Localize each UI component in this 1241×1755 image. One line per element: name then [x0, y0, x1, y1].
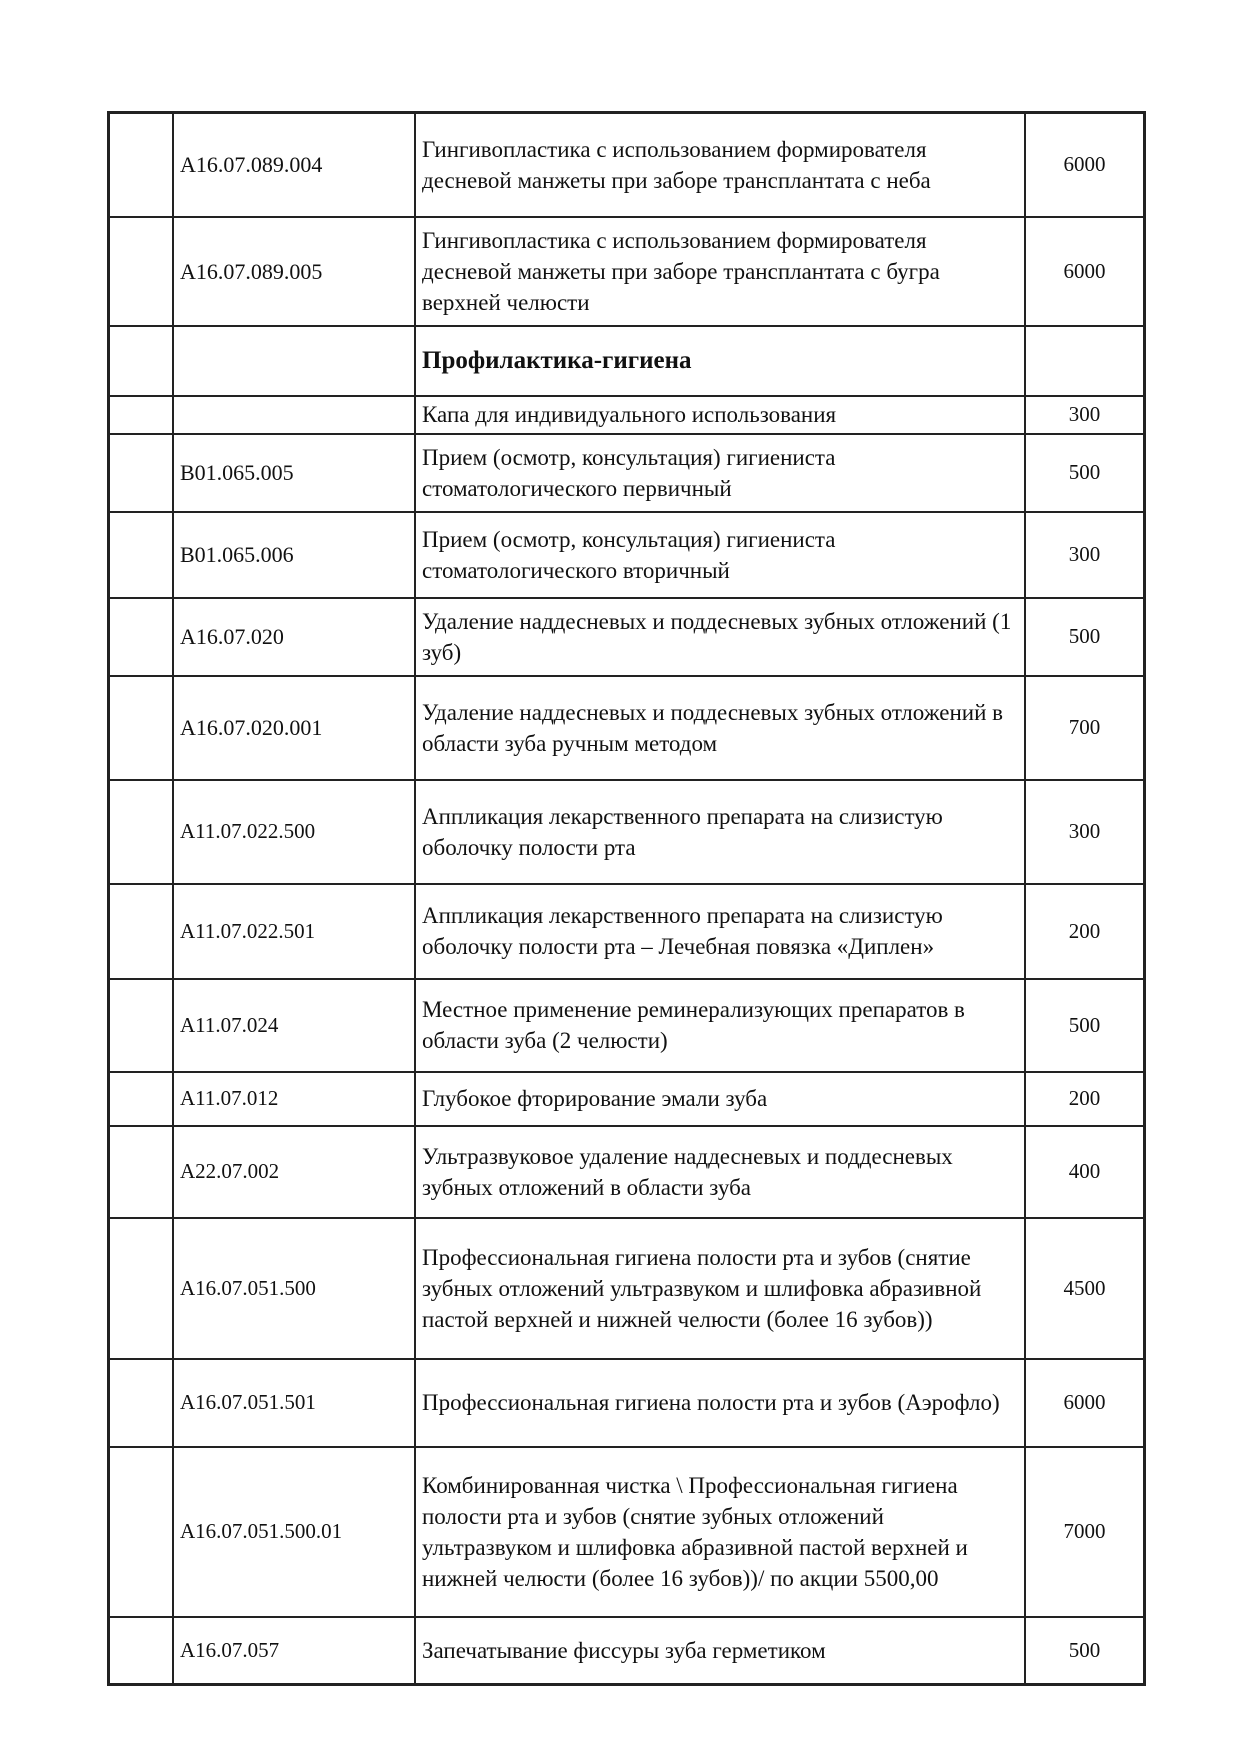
service-code: A16.07.051.500 [173, 1218, 415, 1359]
service-price: 6000 [1025, 1359, 1145, 1447]
table-row [109, 780, 1145, 884]
service-code: A16.07.089.005 [173, 217, 415, 326]
service-price: 400 [1025, 1126, 1145, 1218]
table-row [109, 512, 1145, 598]
table-row [109, 113, 1145, 217]
service-code: A11.07.022.501 [173, 884, 415, 979]
service-name: Удаление наддесневых и поддесневых зубных отложений в области зуба ручным методом [415, 676, 1025, 780]
service-code: A16.07.051.500.01 [173, 1447, 415, 1617]
service-code: A16.07.057 [173, 1617, 415, 1685]
service-name: Прием (осмотр, консультация) гигиениста стоматологического первичный [415, 434, 1025, 512]
service-code: A16.07.020.001 [173, 676, 415, 780]
table-row [109, 396, 1145, 434]
service-price: 200 [1025, 884, 1145, 979]
row-number-cell [109, 326, 174, 396]
table-row [109, 217, 1145, 326]
service-code: A11.07.022.500 [173, 780, 415, 884]
service-price: 500 [1025, 598, 1145, 676]
row-number-cell [109, 884, 174, 979]
service-code [173, 326, 415, 396]
row-number-cell [109, 1447, 174, 1617]
table-row [109, 1126, 1145, 1218]
service-code: A22.07.002 [173, 1126, 415, 1218]
service-price: 500 [1025, 434, 1145, 512]
table-row [109, 1218, 1145, 1359]
service-code: B01.065.005 [173, 434, 415, 512]
service-name: Местное применение реминерализующих препаратов в области зуба (2 челюсти) [415, 979, 1025, 1072]
row-number-cell [109, 1617, 174, 1685]
service-price: 500 [1025, 979, 1145, 1072]
row-number-cell [109, 979, 174, 1072]
service-name: Удаление наддесневых и поддесневых зубных отложений (1 зуб) [415, 598, 1025, 676]
service-name: Капа для индивидуального использования [415, 396, 1025, 434]
service-price [1025, 326, 1145, 396]
service-name: Аппликация лекарственного препарата на слизистую оболочку полости рта – Лечебная повязка «Диплен» [415, 884, 1025, 979]
service-price: 6000 [1025, 113, 1145, 217]
service-price: 4500 [1025, 1218, 1145, 1359]
row-number-cell [109, 113, 174, 217]
row-number-cell [109, 1218, 174, 1359]
price-table [107, 111, 1146, 1686]
section-header-row [109, 326, 1145, 396]
service-price: 300 [1025, 780, 1145, 884]
table-row [109, 979, 1145, 1072]
service-code [173, 396, 415, 434]
service-name: Ультразвуковое удаление наддесневых и поддесневых зубных отложений в области зуба [415, 1126, 1025, 1218]
table-row [109, 434, 1145, 512]
table-row [109, 598, 1145, 676]
table-row [109, 676, 1145, 780]
row-number-cell [109, 217, 174, 326]
row-number-cell [109, 434, 174, 512]
table-row [109, 884, 1145, 979]
row-number-cell [109, 780, 174, 884]
service-code: A11.07.012 [173, 1072, 415, 1126]
row-number-cell [109, 1359, 174, 1447]
row-number-cell [109, 512, 174, 598]
service-price: 6000 [1025, 217, 1145, 326]
row-number-cell [109, 1072, 174, 1126]
service-name: Гингивопластика с использованием формирователя десневой манжеты при заборе трансплантата с неба [415, 113, 1025, 217]
service-name: Прием (осмотр, консультация) гигиениста стоматологического вторичный [415, 512, 1025, 598]
service-code: A16.07.020 [173, 598, 415, 676]
service-name: Комбинированная чистка \ Профессиональная гигиена полости рта и зубов (снятие зубных отложений ультразвуком и шлифовка абразивной пастой верхней и нижней челюсти (более 16 зубов))/ по акции 5500,00 [415, 1447, 1025, 1617]
row-number-cell [109, 598, 174, 676]
section-title: Профилактика-гигиена [415, 326, 1025, 396]
service-name: Гингивопластика с использованием формирователя десневой манжеты при заборе трансплантата с бугра верхней челюсти [415, 217, 1025, 326]
service-price: 300 [1025, 396, 1145, 434]
table-row [109, 1447, 1145, 1617]
service-price: 7000 [1025, 1447, 1145, 1617]
service-name: Аппликация лекарственного препарата на слизистую оболочку полости рта [415, 780, 1025, 884]
row-number-cell [109, 1126, 174, 1218]
service-price: 700 [1025, 676, 1145, 780]
service-name: Профессиональная гигиена полости рта и зубов (Аэрофло) [415, 1359, 1025, 1447]
price-table-body [109, 113, 1145, 1685]
table-row [109, 1359, 1145, 1447]
service-price: 200 [1025, 1072, 1145, 1126]
service-name: Запечатывание фиссуры зуба герметиком [415, 1617, 1025, 1685]
service-name: Глубокое фторирование эмали зуба [415, 1072, 1025, 1126]
table-row [109, 1617, 1145, 1685]
service-name: Профессиональная гигиена полости рта и зубов (снятие зубных отложений ультразвуком и шлифовка абразивной пастой верхней и нижней челюсти (более 16 зубов)) [415, 1218, 1025, 1359]
row-number-cell [109, 396, 174, 434]
service-code: A16.07.089.004 [173, 113, 415, 217]
service-code: A16.07.051.501 [173, 1359, 415, 1447]
row-number-cell [109, 676, 174, 780]
table-row [109, 1072, 1145, 1126]
service-price: 300 [1025, 512, 1145, 598]
service-code: B01.065.006 [173, 512, 415, 598]
service-code: A11.07.024 [173, 979, 415, 1072]
service-price: 500 [1025, 1617, 1145, 1685]
